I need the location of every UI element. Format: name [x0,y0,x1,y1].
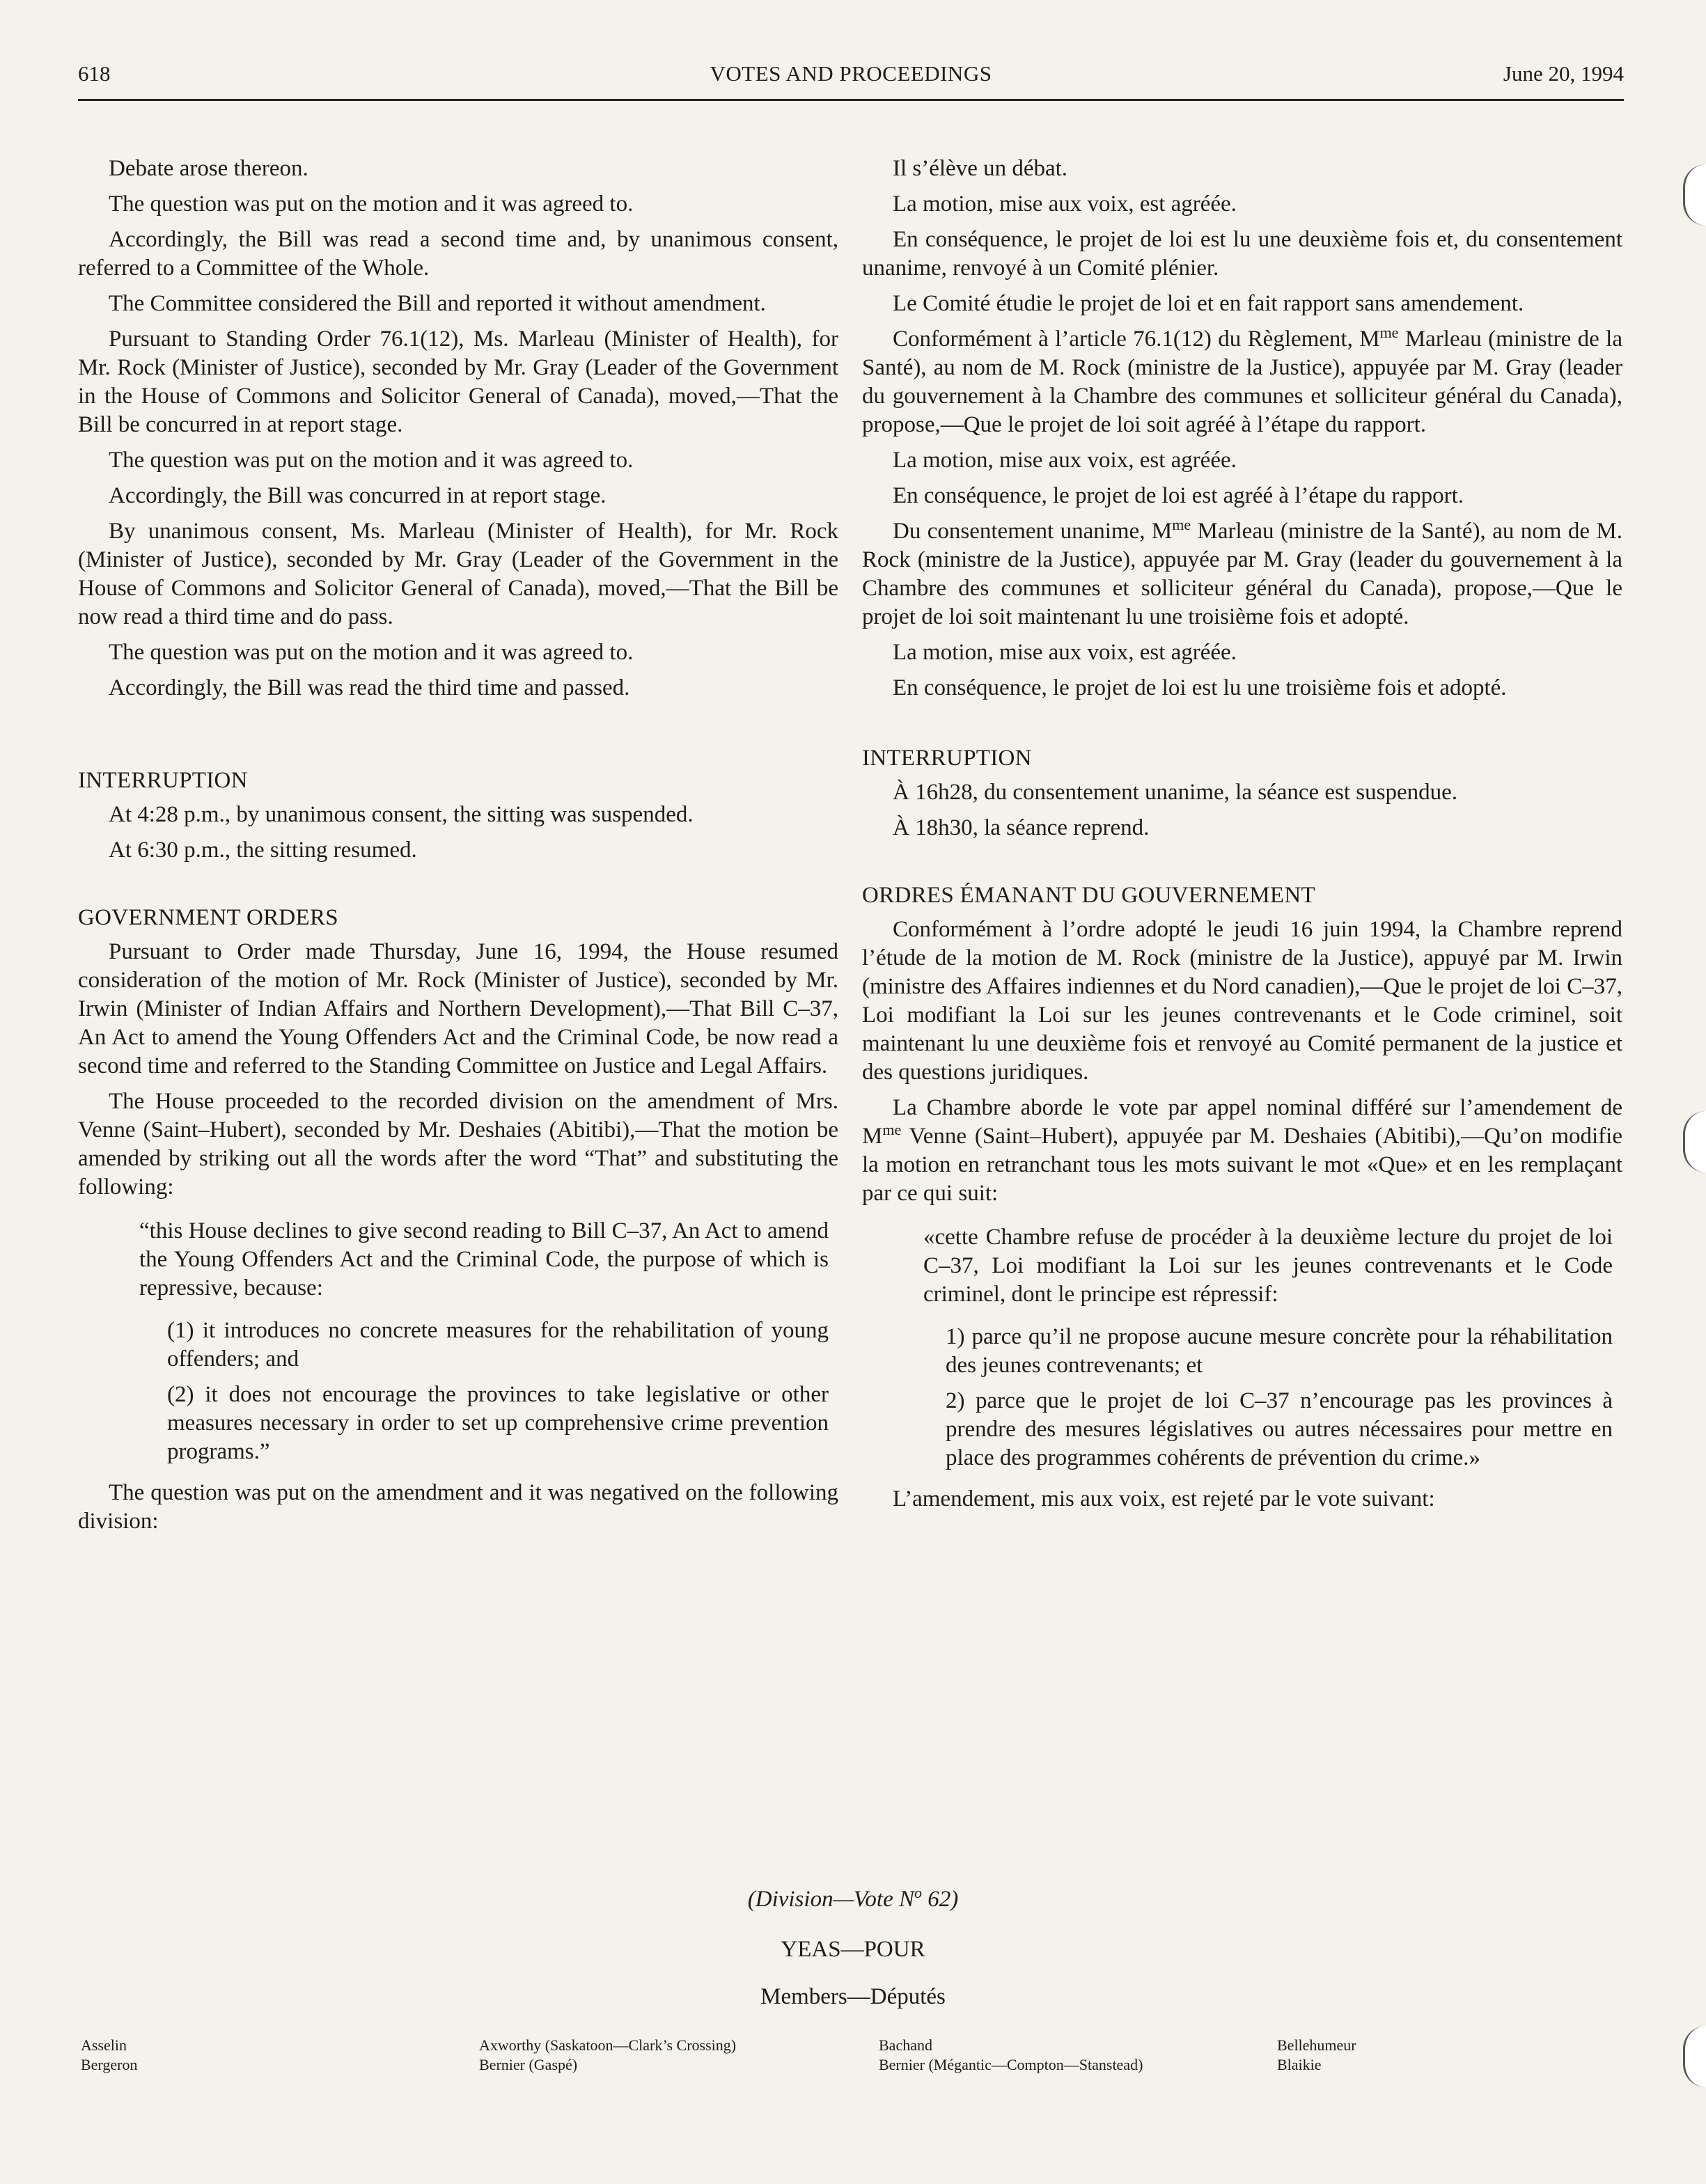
quote-text: “this House declines to give second reading to Bill C–37, An Act to amend the Young Offenders Act and the Criminal Code, the purpose of which is repressive, because: [139,1218,829,1301]
section-heading-interruption: INTERRUPTION [862,746,1032,771]
amendment-quote [862,1223,1622,1309]
page-date: June 20, 1994 [1503,61,1624,86]
paragraph: En conséquence, le projet de loi est lu une troisième fois et adopté. [893,675,1507,700]
paragraph: Accordingly, the Bill was read the third time and passed. [109,675,630,700]
member-name: Asselin [81,2036,127,2054]
paragraph: Pursuant to Order made Thursday, June 16, 1994, the House resumed consideration of the motion of Mr. Rock (Minister of Justice), seconded by Mr. Irwin (Minister of Indian Affairs and Northern Development),—That Bill C–37, An Act to amend the Young Offenders Act and the Criminal Code, be now read a second time and referred to the Standing Committee on Justice and Legal Affairs. [78,939,838,1078]
paragraph: En conséquence, le projet de loi est lu une deuxième fois et, du consentement unanime, renvoyé à un Comité plénier. [862,227,1622,281]
list-item: 2) parce que le projet de loi C–37 n’encourage pas les provinces à prendre des mesures législatives ou autres nécessaires pour mettre en place des programmes cohérents de prévention du crime.» [946,1388,1613,1470]
amendment-list [78,1317,838,1466]
member-name: Bernier (Mégantic—Compton—Stanstead) [879,2056,1143,2073]
paragraph: At 6:30 p.m., the sitting resumed. [109,838,417,863]
member-name: Bachand [879,2036,932,2054]
paragraph: La motion, mise aux voix, est agréée. [893,191,1237,217]
names-column-3 [879,2036,1143,2075]
division-label: (Division—Vote $N^o$ 62) [747,1884,959,1912]
paragraph: Conformément à l’ordre adopté le jeudi 16 juin 1994, la Chambre reprend l’étude de la motion de M. Rock (ministre de la Justice), appuyé par M. Irwin (ministre des Affaires indiennes et du Nord canadien),—Que le projet de loi C–37, Loi modifiant la Loi sur les jeunes contrevenants et le Code criminel, soit maintenant lu une deuxième fois et renvoyé au Comité permanent de la justice et des questions juridiques. [862,917,1622,1085]
english-column [78,155,838,1543]
list-item: 1) parce qu’il ne propose aucune mesure concrète pour la réhabilitation des jeunes contrevenants; et [946,1324,1613,1378]
paragraph: Conformément à l’article 76.1(12) du Règlement, $M^{me}$ Marleau (ministre de la Santé), au nom de M. Rock (ministre de la Justice), appuyée par M. Gray (leader du gouvernement à la Chambre des communes et solliciteur général du Canada), propose,—Que le projet de loi soit agréé à l’étape du rapport. [862,324,1622,437]
page-title: VOTES AND PROCEEDINGS [710,61,992,86]
binder-tab [1683,164,1706,226]
paragraph: Il s’élève un débat. [893,156,1068,181]
paragraph: La motion, mise aux voix, est agréée. [893,640,1237,665]
member-name: Bellehumeur [1277,2036,1356,2054]
paragraph: Accordingly, the Bill was read a second time and, by unanimous consent, referred to a Committee of the Whole. [78,227,838,281]
paragraph: Le Comité étudie le projet de loi et en fait rapport sans amendement. [893,291,1524,316]
paragraph: The question was put on the amendment and it was negatived on the following division: [78,1480,838,1534]
page-header [78,61,1624,97]
paragraph: The question was put on the motion and it was agreed to. [109,191,634,217]
paragraph: The question was put on the motion and it was agreed to. [109,640,634,665]
paragraph: Debate arose thereon. [109,156,308,181]
paragraph: At 4:28 p.m., by unanimous consent, the sitting was suspended. [109,802,694,827]
paragraph: La Chambre aborde le vote par appel nominal différé sur l’amendement de $M^{me}$ Venne (Saint–Hubert), appuyée par M. Deshaies (Abitibi),—Qu’on modifie la motion en retranchant tous les mots suivant le mot «Que» et en les remplaçant par ce qui suit: [862,1095,1622,1206]
member-name: Blaikie [1277,2056,1322,2073]
member-name: Bergeron [81,2056,138,2073]
members-heading: Members—Députés [760,1984,946,2009]
paragraph: À 18h30, la séance reprend. [893,815,1150,840]
quote-text: «cette Chambre refuse de procéder à la deuxième lecture du projet de loi C–37, Loi modifiant la Loi sur les jeunes contrevenants et le Code criminel, dont le principe est répressif: [923,1225,1613,1307]
paragraph: The question was put on the motion and it was agreed to. [109,448,634,473]
section-heading-interruption: INTERRUPTION [78,768,248,793]
header-rule [78,99,1624,101]
paragraph: En conséquence, le projet de loi est agréé à l’étape du rapport. [893,483,1464,508]
names-column-4 [1277,2036,1356,2075]
paragraph: La motion, mise aux voix, est agréée. [893,448,1237,473]
paragraph: The House proceeded to the recorded division on the amendment of Mrs. Venne (Saint–Hubert), seconded by Mr. Deshaies (Abitibi),—That the motion be amended by striking out all the words after the word “That” and substituting the following: [78,1089,838,1200]
paragraph: Accordingly, the Bill was concurred in at report stage. [109,483,607,508]
binder-tab [1683,1111,1706,1172]
binder-tab [1683,2026,1706,2087]
amendment-quote [78,1217,838,1303]
amendment-list [862,1323,1622,1472]
member-name: Axworthy (Saskatoon—Clark’s Crossing) [479,2036,737,2054]
section-heading-government-orders: ORDRES ÉMANANT DU GOUVERNEMENT [862,883,1315,908]
list-item: (2) it does not encourage the provinces to take legislative or other measures necessary in order to set up comprehensive crime prevention programs.” [167,1382,829,1464]
list-item: (1) it introduces no concrete measures for the rehabilitation of young offenders; and [167,1318,829,1372]
paragraph: By unanimous consent, Ms. Marleau (Minister of Health), for Mr. Rock (Minister of Justice), seconded by Mr. Gray (Leader of the Government in the House of Commons and Solicitor General of Canada), moved,—That the Bill be now read a third time and do pass. [78,519,838,629]
paragraph: The Committee considered the Bill and reported it without amendment. [109,291,766,316]
member-name: Bernier (Gaspé) [479,2056,578,2073]
french-column [862,155,1622,1521]
paragraph: Du consentement unanime, $M^{me}$ Marleau (ministre de la Santé), au nom de M. Rock (ministre de la Justice), appuyée par M. Gray (leader du gouvernement à la Chambre des communes et solliciteur général du Canada), propose,—Que le projet de loi soit maintenant lu une troisième fois et adopté. [862,516,1622,629]
page-number: 618 [78,61,111,86]
yeas-heading: YEAS—POUR [781,1937,925,1962]
names-column-2 [479,2036,736,2075]
paragraph: À 16h28, du consentement unanime, la séance est suspendue. [893,780,1458,805]
paragraph: L’amendement, mis aux voix, est rejeté par le vote suivant: [893,1486,1435,1511]
paragraph: Pursuant to Standing Order 76.1(12), Ms. Marleau (Minister of Health), for Mr. Rock (Minister of Justice), seconded by Mr. Gray (Leader of the Government in the House of Commons and Solicitor General of Canada), moved,—That the Bill be concurred in at report stage. [78,327,838,437]
section-heading-government-orders: GOVERNMENT ORDERS [78,905,338,930]
names-column-1 [81,2036,137,2075]
